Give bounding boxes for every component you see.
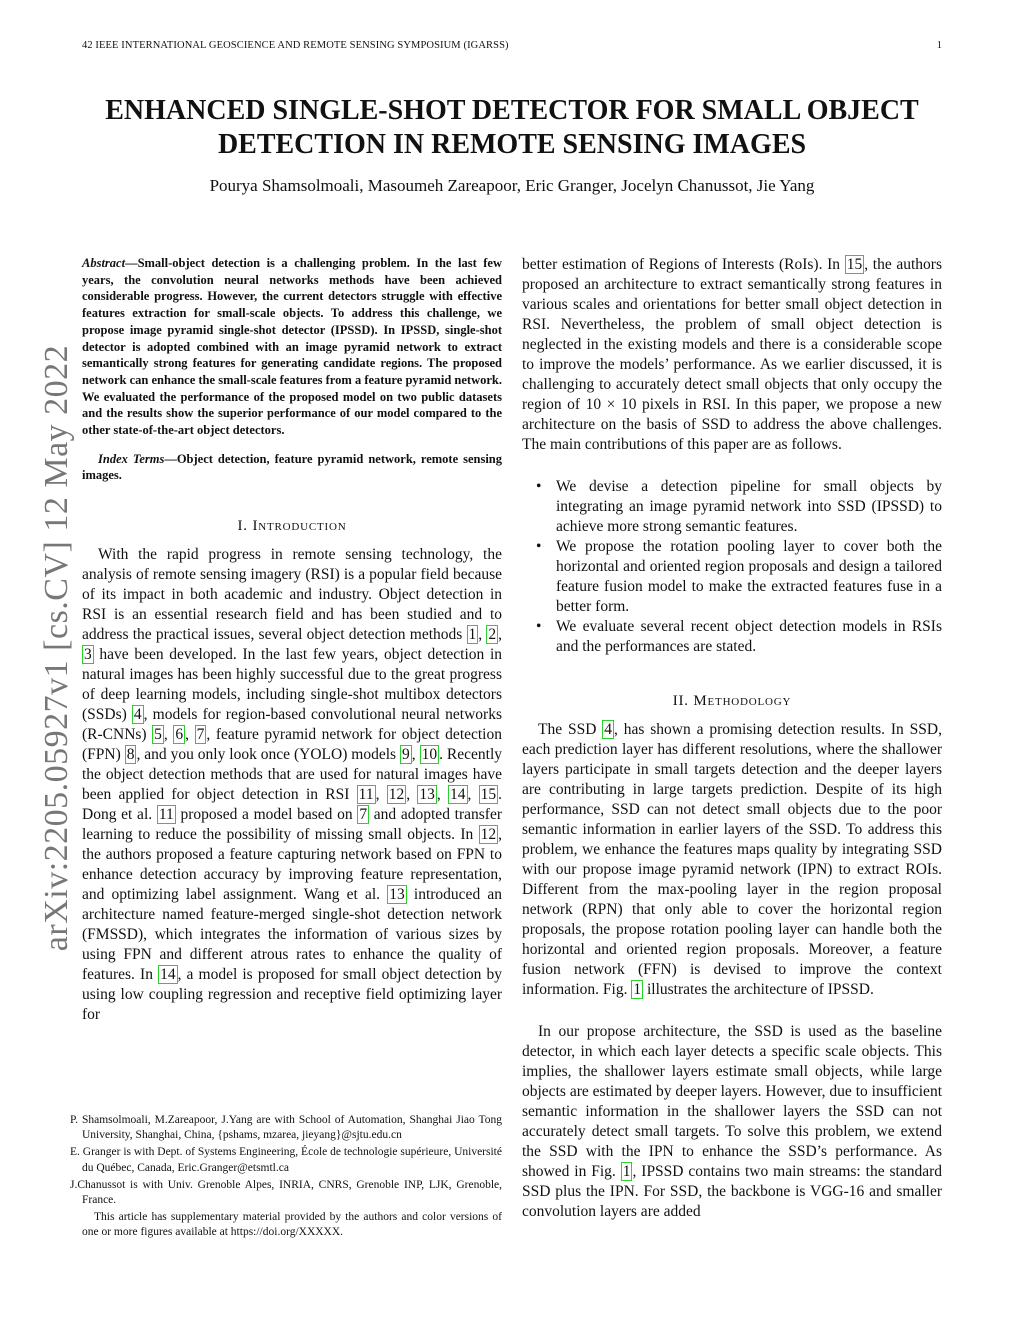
citation-link[interactable]: 11 xyxy=(358,786,374,804)
citation-link[interactable]: 11 xyxy=(158,806,174,824)
footnote-affiliation: J.Chanussot is with Univ. Grenoble Alpes, INRIA, CNRS, Grenoble INP, LJK, Grenoble, France. xyxy=(70,1178,502,1207)
footnote-affiliation: P. Shamsolmoali, M.Zareapoor, J.Yang are with School of Automation, Shanghai Jiao Tong University, Shanghai, China, {pshams, mzarea, jieyang}@sjtu.edu.cn xyxy=(70,1114,502,1142)
arxiv-identifier-stamp: arXiv:2205.05927v1 [cs.CV] 12 May 2022 xyxy=(38,344,75,952)
citation-link[interactable]: 4 xyxy=(133,706,142,724)
citation-link[interactable]: 12 xyxy=(388,786,405,804)
list-item: • We devise a detection pipeline for small objects by integrating an image pyramid network into SSD (IPSSD) to achieve more strong semantic features. xyxy=(556,477,942,537)
author-list: Pourya Shamsolmoali, Masoumeh Zareapoor, Eric Granger, Jocelyn Chanussot, Jie Yang xyxy=(209,176,815,195)
index-terms-text: —Object detection, feature pyramid network, remote sensing images. xyxy=(82,451,502,483)
figure-link[interactable]: 1 xyxy=(633,981,642,998)
citation-link[interactable]: 6 xyxy=(175,726,184,744)
title-line-1: ENHANCED SINGLE-SHOT DETECTOR FOR SMALL OBJECT xyxy=(105,95,919,126)
citation-link[interactable]: 7 xyxy=(196,726,205,744)
footnotes xyxy=(70,1113,502,1243)
citation-link[interactable]: 14 xyxy=(450,786,466,804)
citation-link[interactable]: 10 xyxy=(421,746,438,764)
citation-link[interactable]: 7 xyxy=(359,806,368,824)
list-item: • We evaluate several recent object detection models in RSIs and the performances are stated. xyxy=(556,617,942,657)
contributions-list xyxy=(522,477,942,657)
citation-link[interactable]: 15 xyxy=(846,256,863,273)
abstract-lead: Abstract xyxy=(82,256,126,270)
introduction-continued-paragraph: better estimation of Regions of Interests (RoIs). In 15 , the authors proposed an architecture to extract semantically strong features in various scales and orientations for better small object detection in RSI. Nevertheless, the problem of small object detection is neglected in the existing models and there is a considerable scope to improve the models’ performance. As we earlier discussed, it is challenging to accurately detect small objects that only occupy the region of 10 × 10 pixels in RSI. In this paper, we propose a new architecture on the basis of SSD to address the above challenges. The main contributions of this paper are as follows. xyxy=(522,256,942,453)
page-number: 1 xyxy=(936,40,942,51)
citation-link[interactable]: 15 xyxy=(480,786,497,804)
citation-link[interactable]: 12 xyxy=(480,826,497,844)
citation-link[interactable]: 8 xyxy=(126,746,135,764)
abstract xyxy=(82,255,502,439)
running-head: 42 IEEE INTERNATIONAL GEOSCIENCE AND REMOTE SENSING SYMPOSIUM (IGARSS) xyxy=(82,40,509,51)
section-heading-methodology: II. Methodology xyxy=(672,693,792,709)
right-column xyxy=(522,255,942,1222)
index-terms xyxy=(82,451,502,484)
introduction-paragraph: With the rapid progress in remote sensing technology, the analysis of remote sensing imagery (RSI) is a popular field because of its impact in both academic and industry. Object detection in RSI is an essential research field and has been studied and to address the practical issues, several object detection methods 1 , 2 , 3 have been developed. In the last few years, object detection in natural images has been highly successful due to the great progress of deep learning models, including single-shot multibox detectors (SSDs) 4 , models for region-based convolutional neural networks (R-CNNs) 5 , 6 , 7 , feature pyramid network for object detection (FPN) 8 , and you only look once (YOLO) models 9 , 10 . Recently the object detection methods that are used for natural images have been applied for object detection in RSI 11 , 12 , 13 , 14 , 15 . Dong et al. 11 proposed a model based on 7 and adopted transfer learning to reduce the possibility of missing small objects. In 12 , the authors proposed a feature capturing network based on FPN to enhance detection accuracy by improving feature representation, and optimizing label assignment. Wang et al. 13 introduced an architecture named feature-merged single-shot detection network (FMSSD), which integrates the information of various sizes by using FPN and different atrous rates to enhance the quality of features. In 14 , a model is proposed for small object detection by using low coupling regression and receptive field optimizing layer for xyxy=(82,546,503,1024)
left-column xyxy=(82,255,502,1025)
list-item: • We propose the rotation pooling layer to cover both the horizontal and oriented region proposals and design a tailored feature fusion model to make the extracted features fuse in a better form. xyxy=(556,537,942,617)
citation-link[interactable]: 2 xyxy=(488,626,497,644)
citation-link[interactable]: 9 xyxy=(402,746,410,764)
citation-link[interactable]: 3 xyxy=(84,646,92,664)
citation-link[interactable]: 1 xyxy=(468,626,477,644)
methodology-paragraph: In our propose architecture, the SSD is used as the baseline detector, in which each layer detects a specific scale objects. This implies, the shallower layers estimate small objects, while large objects are estimated by deeper layers. However, due to insufficient semantic information in the shallower layers the SSD can not accurately detect small targets. To solve this problem, we extend the SSD with the IPN to enhance the SSD’s performance. As showed in Fig. 1 , IPSSD contains two main streams: the standard SSD plus the IPN. For SSD, the backbone is VGG-16 and smaller convolution layers are added xyxy=(522,1023,943,1220)
footnote-affiliation: E. Granger is with Dept. of Systems Engineering, École de technologie supérieure, Université du Québec, Canada, Eric.Granger@etsmtl.ca xyxy=(70,1146,502,1174)
title-line-2: DETECTION IN REMOTE SENSING IMAGES xyxy=(217,129,807,160)
citation-link[interactable]: 5 xyxy=(154,726,162,744)
abstract-text: —Small-object detection is a challenging problem. In the last few years, the convolution neural networks methods have been achieved considerable progress. However, the current detectors struggle with effective features extraction for small-scale objects. To address this challenge, we propose image pyramid single-shot detector (IPSSD). In IPSSD, single-shot detector is adopted combined with an image pyramid network to extract semantically strong features for generating candidate regions. The proposed network can enhance the small-scale features from a feature pyramid network. We evaluated the performance of the proposed model on two public datasets and the results show the superior performance of our model compared to the other state-of-the-art object detectors. xyxy=(82,256,502,438)
footnote-supplementary: This article has supplementary material provided by the authors and color versions of one or more figures available at https://doi.org/XXXXX. xyxy=(82,1211,502,1239)
figure-link[interactable]: 1 xyxy=(622,1163,631,1180)
citation-link[interactable]: 13 xyxy=(389,886,405,904)
citation-link[interactable]: 13 xyxy=(419,786,435,804)
citation-link[interactable]: 14 xyxy=(160,966,176,984)
citation-link[interactable]: 4 xyxy=(604,721,612,738)
section-heading-introduction: I. Introduction xyxy=(237,518,347,535)
methodology-paragraph: The SSD 4 , has shown a promising detection results. In SSD, each prediction layer has different resolutions, where the shallower layers participate in small targets detection and the deeper layers are contributing in large targets prediction. Despite of its high performance, SSD can not detect small objects due to the poor semantic information in earlier layers of the SSD. To address this problem, we enhance the features maps quality by integrating SSD with our propose image pyramid network (IPN) to extract ROIs. Different from the max-pooling layer in the region proposal network (RPN) that only able to cover the horizontal region proposals, the propose rotation pooling layer can handle both the horizontal and oriented region proposals. Moreover, a feature fusion network (FFN) is devised to improve the context information. Fig. 1 illustrates the architecture of IPSSD. xyxy=(522,721,942,998)
paper-title xyxy=(60,94,964,162)
index-terms-lead: Index Terms xyxy=(98,451,165,466)
